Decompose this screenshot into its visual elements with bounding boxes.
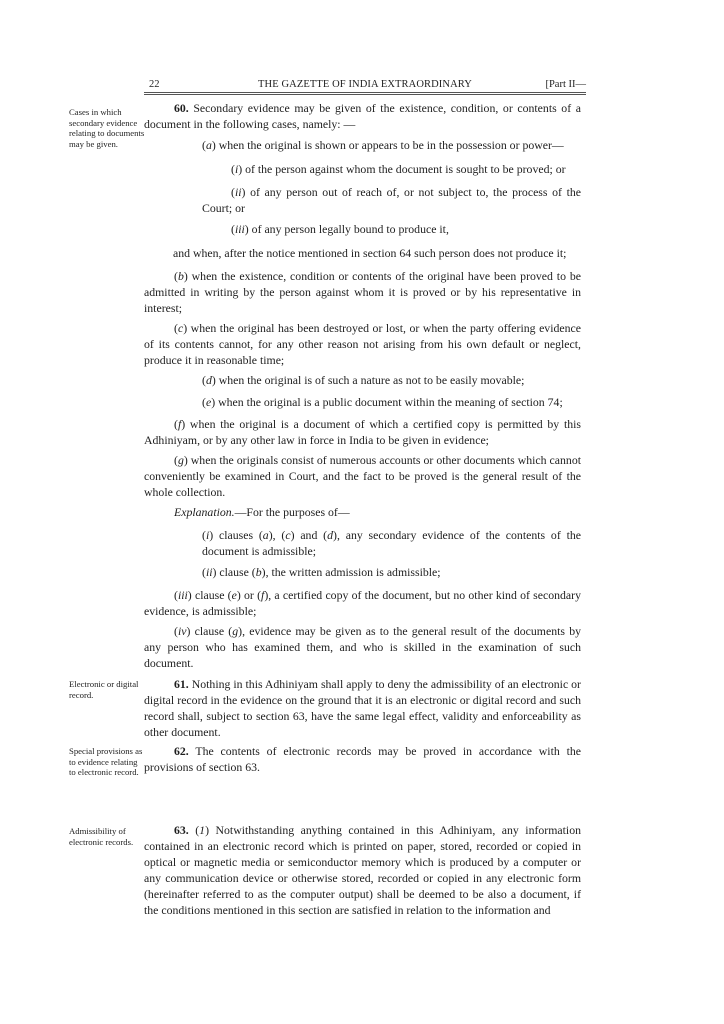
running-header bbox=[144, 79, 586, 91]
explanation-iii: (iii) clause (e) or (f), a certified copy of the document, but no other kind of secondary evidence, is admissible; bbox=[144, 588, 581, 618]
explanation-ii: (ii) clause (b), the written admission is admissible; bbox=[202, 565, 441, 579]
header-rule-bottom bbox=[144, 94, 586, 95]
header-rule-top bbox=[144, 92, 586, 93]
explanation: Explanation.—For the purposes of— bbox=[174, 505, 350, 519]
explanation-iv: (iv) clause (g), evidence may be given as to the general result of the documents by any person who has examined them, and who is skilled in the examination of such document. bbox=[144, 624, 581, 670]
clause-a-ii: (ii) of any person out of reach of, or not subject to, the process of the Court; or bbox=[202, 185, 581, 215]
margin-note-section-62: Special provisions as to evidence relating to electronic record. bbox=[69, 746, 143, 778]
page-number: 22 bbox=[149, 79, 160, 90]
section-number: 60. bbox=[174, 101, 189, 115]
clause-c: (c) when the original has been destroyed or lost, or when the party offering evidence of its contents cannot, for any other reason not arising from his own default or neglect, produce it in reasonable time; bbox=[144, 321, 581, 367]
part-label: [Part II— bbox=[545, 79, 586, 90]
clause-b: (b) when the existence, condition or contents of the original have been proved to be admitted in writing by the person against whom it is proved or by his representative in interest; bbox=[144, 269, 581, 315]
clause-g: (g) when the originals consist of numerous accounts or other documents which cannot conveniently be examined in Court, and the fact to be proved is the general result of the whole collection. bbox=[144, 453, 581, 499]
clause-a-i: (i) of the person against whom the document is sought to be proved; or bbox=[231, 162, 566, 176]
clause-f: (f) when the original is a document of which a certified copy is permitted by this Adhiniyam, or by any other law in force in India to be given in evidence; bbox=[144, 417, 581, 447]
explanation-i: (i) clauses (a), (c) and (d), any secondary evidence of the contents of the document is admissible; bbox=[202, 528, 581, 558]
section-number: 61. bbox=[174, 677, 189, 691]
margin-note-section-63: Admissibility of electronic records. bbox=[69, 826, 134, 847]
clause-a-iii: (iii) of any person legally bound to produce it, bbox=[231, 222, 449, 236]
margin-note-section-61: Electronic or digital record. bbox=[69, 679, 139, 700]
clause-a: (a) when the original is shown or appears to be in the possession or power— bbox=[202, 138, 564, 152]
section-62: 62. The contents of electronic records may be proved in accordance with the provisions of section 63. bbox=[144, 744, 581, 774]
clause-e: (e) when the original is a public document within the meaning of section 74; bbox=[202, 395, 563, 409]
section-61: 61. Nothing in this Adhiniyam shall apply to deny the admissibility of an electronic or digital record in the evidence on the ground that it is an electronic or digital record and such record shall, subject to section 63, have the same legal effect, validity and enforceability as other document. bbox=[144, 677, 581, 739]
section-60-intro: 60. Secondary evidence may be given of the existence, condition, or contents of a document in the following cases, namely: — bbox=[144, 101, 581, 131]
gazette-title: THE GAZETTE OF INDIA EXTRAORDINARY bbox=[258, 79, 472, 90]
margin-note-section-60: Cases in which secondary evidence relating to documents may be given. bbox=[69, 107, 145, 150]
clause-d: (d) when the original is of such a nature as not to be easily movable; bbox=[202, 373, 525, 387]
section-number: 62. bbox=[174, 744, 189, 758]
section-number: 63. bbox=[174, 823, 189, 837]
clause-a-continuation: and when, after the notice mentioned in section 64 such person does not produce it; bbox=[173, 246, 567, 260]
section-63: 63. (1) Notwithstanding anything contained in this Adhiniyam, any information contained in an electronic record which is printed on paper, stored, recorded or copied in optical or magnetic media or semiconductor memory which is produced by a computer or any communication device or otherwise stored, recorded or copied in any electronic form (hereinafter referred to as the computer output) shall be deemed to be also a document, if the conditions mentioned in this section are satisfied in relation to the information and bbox=[144, 823, 581, 917]
